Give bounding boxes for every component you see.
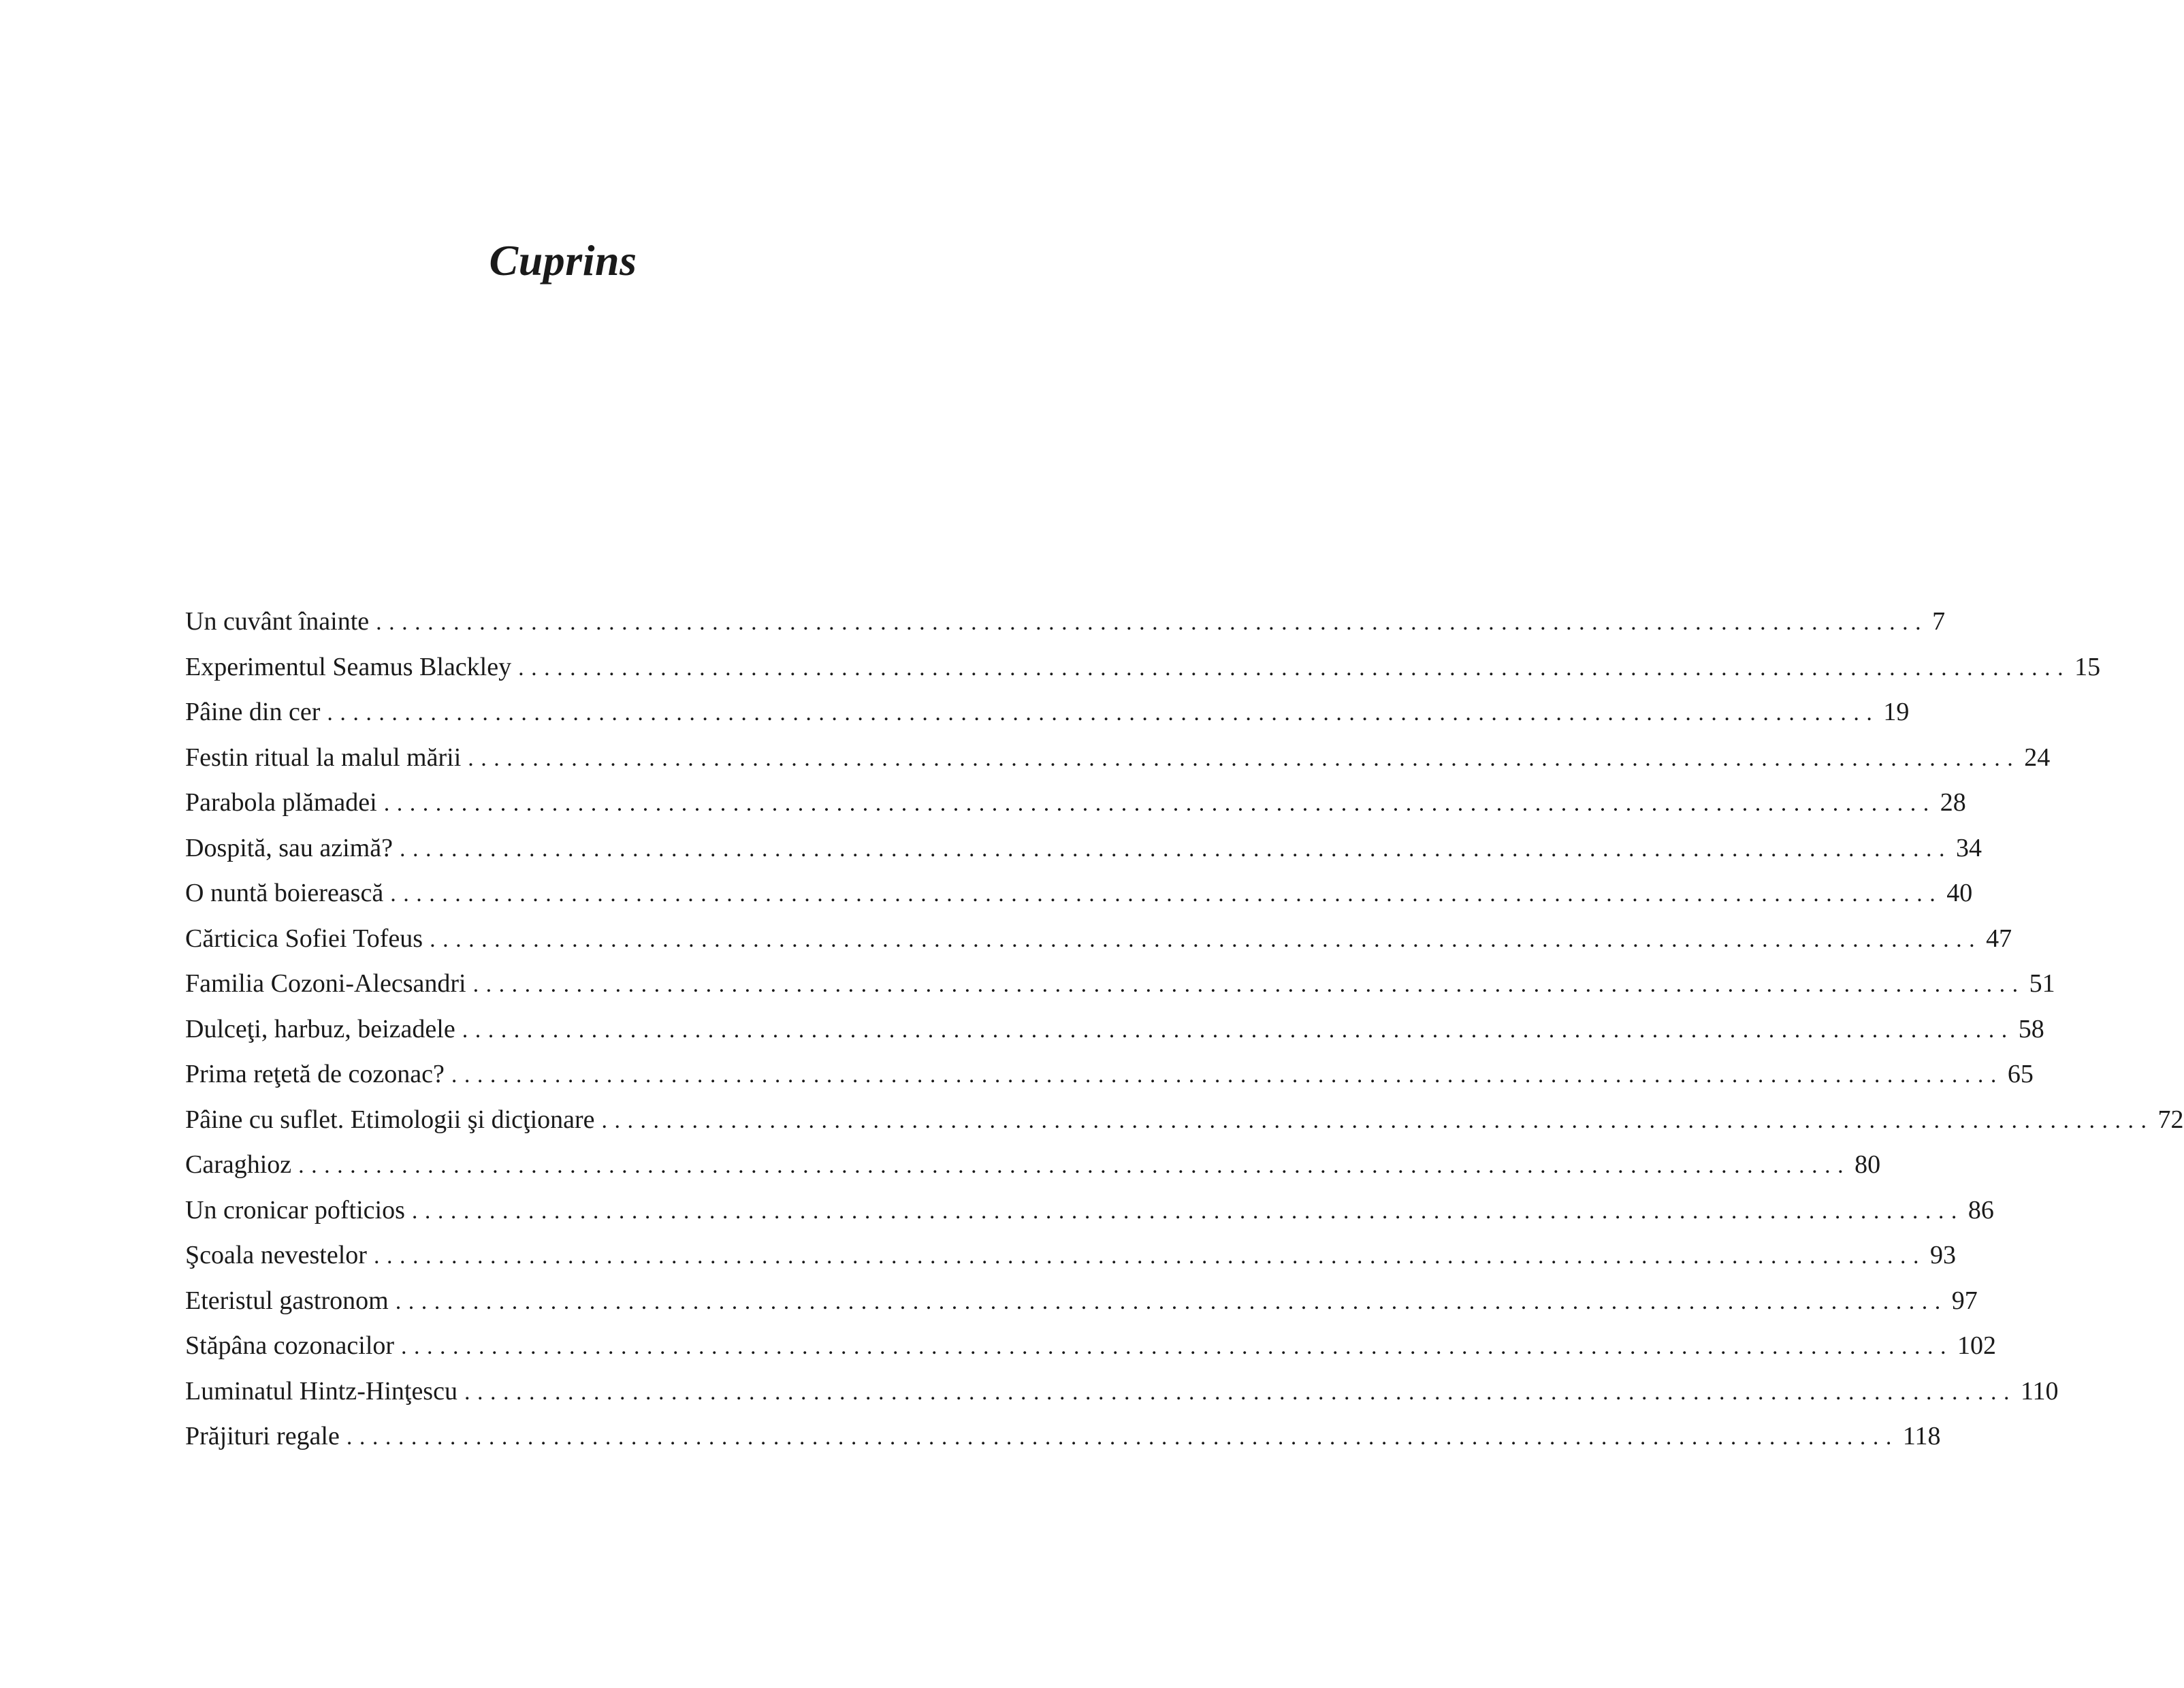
dot-leader: ........................................................................................................................ [518,655,2071,681]
toc-entry[interactable] [185,1007,2044,1052]
toc-entry[interactable] [185,1142,1881,1188]
toc-entry[interactable] [185,871,1973,916]
toc-entry-title: Caraghioz [185,1150,292,1179]
toc-entry-page: 40 [1946,879,1973,907]
dot-leader: ........................................................................................................................ [430,926,1982,952]
toc-entry-title: Familia Cozoni-Alecsandri [185,969,466,998]
toc-entry-page: 24 [2024,743,2051,772]
toc-entry-title: Dulceţi, harbuz, beizadele [185,1014,455,1043]
toc-entry[interactable] [185,1323,1997,1369]
toc-entry-title: Experimentul Seamus Blackley [185,652,512,681]
toc-entry-page: 51 [2029,969,2055,998]
toc-entry-page: 47 [1986,924,2012,953]
dot-leader: ........................................................................................................................ [472,972,2025,997]
dot-leader: ........................................................................................................................ [383,791,1936,816]
toc-entry-title: Prima reţetă de cozonac? [185,1060,445,1088]
dot-leader: ........................................................................................................................ [451,1062,2004,1088]
dot-leader: ........................................................................................................................ [395,1288,1948,1314]
dot-leader: ........................................................................................................................ [462,1017,2014,1043]
toc-entry-page: 7 [1932,607,1946,636]
dot-leader: ........................................................................................................................ [373,1244,1926,1269]
toc-entry[interactable] [185,916,2012,962]
toc-entry-title: Luminatul Hintz-Hinţescu [185,1376,457,1406]
toc-entry-page: 110 [2020,1376,2059,1406]
toc-entry[interactable] [185,826,1982,871]
dot-leader: ........................................................................................................................ [327,700,1880,726]
toc-entry-title: Şcoala nevestelor [185,1241,367,1269]
toc-entry-page: 58 [2018,1014,2044,1043]
toc-entry[interactable] [185,689,1910,735]
dot-leader: ........................................................................................................................ [346,1425,1899,1450]
toc-entry-page: 19 [1883,698,1910,726]
toc-entry[interactable] [185,780,1966,826]
toc-entry[interactable] [185,735,2051,781]
toc-entry-page: 93 [1929,1241,1956,1269]
toc-entry-title: Pâine din cer [185,698,321,726]
toc-entry[interactable] [185,599,1946,645]
toc-entry-title: Cărticica Sofiei Tofeus [185,924,423,953]
toc-entry-page: 80 [1854,1150,1881,1179]
toc-entry[interactable] [185,645,2101,690]
dot-leader: ........................................................................................................................ [464,1379,2017,1405]
dot-leader: ........................................................................................................................ [601,1107,2154,1133]
dot-leader: ........................................................................................................................ [390,881,1943,907]
toc-entry-page: 118 [1902,1422,1941,1450]
toc-entry-page: 28 [1940,788,1966,817]
toc-entry-page: 86 [1968,1195,1994,1224]
toc-entry[interactable] [185,1188,1994,1233]
dot-leader: ........................................................................................................................ [468,745,2021,771]
table-of-contents [185,599,2184,1459]
toc-entry-title: Parabola plămadei [185,788,377,817]
dot-leader: ........................................................................................................................ [298,1153,1851,1178]
page-title: Cuprins [489,236,637,285]
toc-entry-title: Un cuvânt înainte [185,607,370,636]
toc-entry[interactable] [185,1233,1956,1278]
toc-entry-page: 15 [2074,652,2101,681]
toc-entry-title: Un cronicar pofticios [185,1195,405,1224]
toc-entry-title: Dospită, sau azimă? [185,833,393,862]
toc-entry-title: Festin ritual la malul mării [185,743,462,772]
dot-leader: ........................................................................................................................ [401,1334,1954,1359]
toc-entry[interactable] [185,1097,2184,1143]
toc-entry-title: O nuntă boierească [185,879,384,907]
toc-entry[interactable] [185,1414,1941,1459]
dot-leader: ........................................................................................................................ [376,610,1929,635]
toc-entry-page: 72 [2157,1105,2184,1134]
dot-leader: ........................................................................................................................ [399,836,1952,862]
toc-entry[interactable] [185,1369,2059,1414]
toc-entry[interactable] [185,1052,2034,1097]
toc-entry-page: 34 [1955,833,1982,862]
toc-entry-title: Pâine cu suflet. Etimologii şi dicţionare [185,1105,595,1134]
toc-entry-page: 97 [1951,1286,1978,1315]
toc-entry-title: Stăpâna cozonacilor [185,1331,395,1360]
toc-entry-page: 102 [1957,1331,1997,1360]
toc-entry-page: 65 [2007,1060,2034,1088]
toc-entry-title: Eteristul gastronom [185,1286,389,1315]
dot-leader: ........................................................................................................................ [411,1198,1964,1224]
toc-entry[interactable] [185,961,2055,1007]
toc-entry[interactable] [185,1278,1978,1324]
toc-entry-title: Prăjituri regale [185,1422,340,1450]
